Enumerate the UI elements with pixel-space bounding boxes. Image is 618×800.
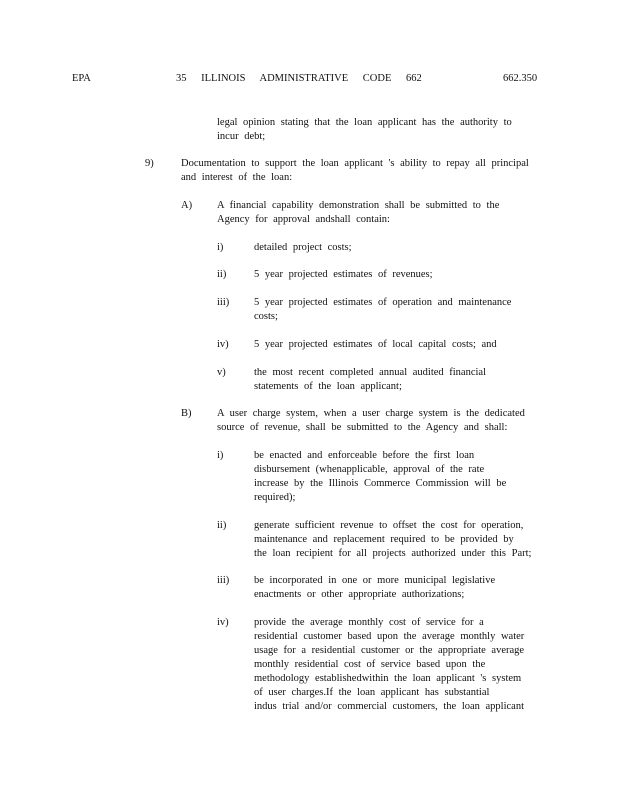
text-line: required); (254, 492, 296, 503)
item-A-text (217, 199, 499, 227)
text-line: enactments or other appropriate authorizations; (254, 589, 465, 600)
text-line: Documentation to support the loan applicant 's ability to repay all principal (181, 158, 529, 169)
text-line: usage for a residential customer or the appropriate average (254, 645, 525, 656)
text-line: disbursement (whenapplicable, approval of the rate (254, 464, 485, 475)
intro-paragraph (217, 116, 512, 144)
item-B-iii-label: iii) (217, 575, 230, 586)
text-line: the loan recipient for all projects authorized under this Part; (254, 548, 532, 559)
item-B-i-text (254, 449, 506, 505)
text-line: detailed project costs; (254, 242, 352, 253)
text-line: incur debt; (217, 131, 266, 142)
text-line: legal opinion stating that the loan applicant has the authority to (217, 117, 512, 128)
text-line: maintenance and replacement required to be provided by (254, 534, 514, 545)
item-9-text (181, 157, 529, 185)
item-A-i-text (254, 241, 352, 255)
text-line: 5 year projected estimates of local capital costs; and (254, 339, 497, 350)
item-A-iv-text (254, 338, 497, 352)
item-A-label: A) (181, 200, 193, 211)
item-B-i-label: i) (217, 450, 224, 461)
item-9-label: 9) (145, 158, 154, 169)
header-code: 35 ILLINOIS ADMINISTRATIVE CODE 662 (176, 73, 422, 84)
text-line: indus trial and/or commercial customers, the loan applicant (254, 701, 525, 712)
text-line: generate sufficient revenue to offset the cost for operation, (254, 520, 524, 531)
text-line: residential customer based upon the average monthly water (254, 631, 525, 642)
item-B-label: B) (181, 408, 192, 419)
text-line: A user charge system, when a user charge system is the dedicated (217, 408, 525, 419)
item-A-v-label: v) (217, 367, 226, 378)
text-line: statements of the loan applicant; (254, 381, 402, 392)
item-B-iv-label: iv) (217, 617, 229, 628)
text-line: A financial capability demonstration shall be submitted to the (217, 200, 500, 211)
text-line: source of revenue, shall be submitted to the Agency and shall: (217, 422, 508, 433)
text-line: Agency for approval andshall contain: (217, 214, 390, 225)
item-B-iv-text (254, 616, 524, 714)
text-line: be incorporated in one or more municipal legislative (254, 575, 496, 586)
item-B-ii-label: ii) (217, 520, 227, 531)
item-A-ii-text (254, 268, 433, 282)
text-line: and interest of the loan: (181, 172, 293, 183)
text-line: methodology establishedwithin the loan applicant 's system (254, 673, 522, 684)
text-line: 5 year projected estimates of operation and maintenance (254, 297, 512, 308)
text-line: costs; (254, 311, 278, 322)
item-A-ii-label: ii) (217, 269, 227, 280)
item-B-iii-text (254, 574, 495, 602)
item-A-iii-label: iii) (217, 297, 230, 308)
text-line: increase by the Illinois Commerce Commission will be (254, 478, 507, 489)
item-B-text (217, 407, 525, 435)
item-A-iv-label: iv) (217, 339, 229, 350)
text-line: 5 year projected estimates of revenues; (254, 269, 433, 280)
item-A-i-label: i) (217, 242, 224, 253)
text-line: be enacted and enforceable before the first loan (254, 450, 475, 461)
text-line: of user charges.If the loan applicant has substantial (254, 687, 490, 698)
header-section: 662.350 (503, 73, 538, 84)
text-line: the most recent completed annual audited financial (254, 367, 486, 378)
text-line: monthly residential cost of service based upon the (254, 659, 486, 670)
text-line: provide the average monthly cost of service for a (254, 617, 484, 628)
item-A-v-text (254, 366, 486, 394)
item-A-iii-text (254, 296, 511, 324)
item-B-ii-text (254, 519, 531, 561)
header-agency: EPA (72, 73, 91, 84)
